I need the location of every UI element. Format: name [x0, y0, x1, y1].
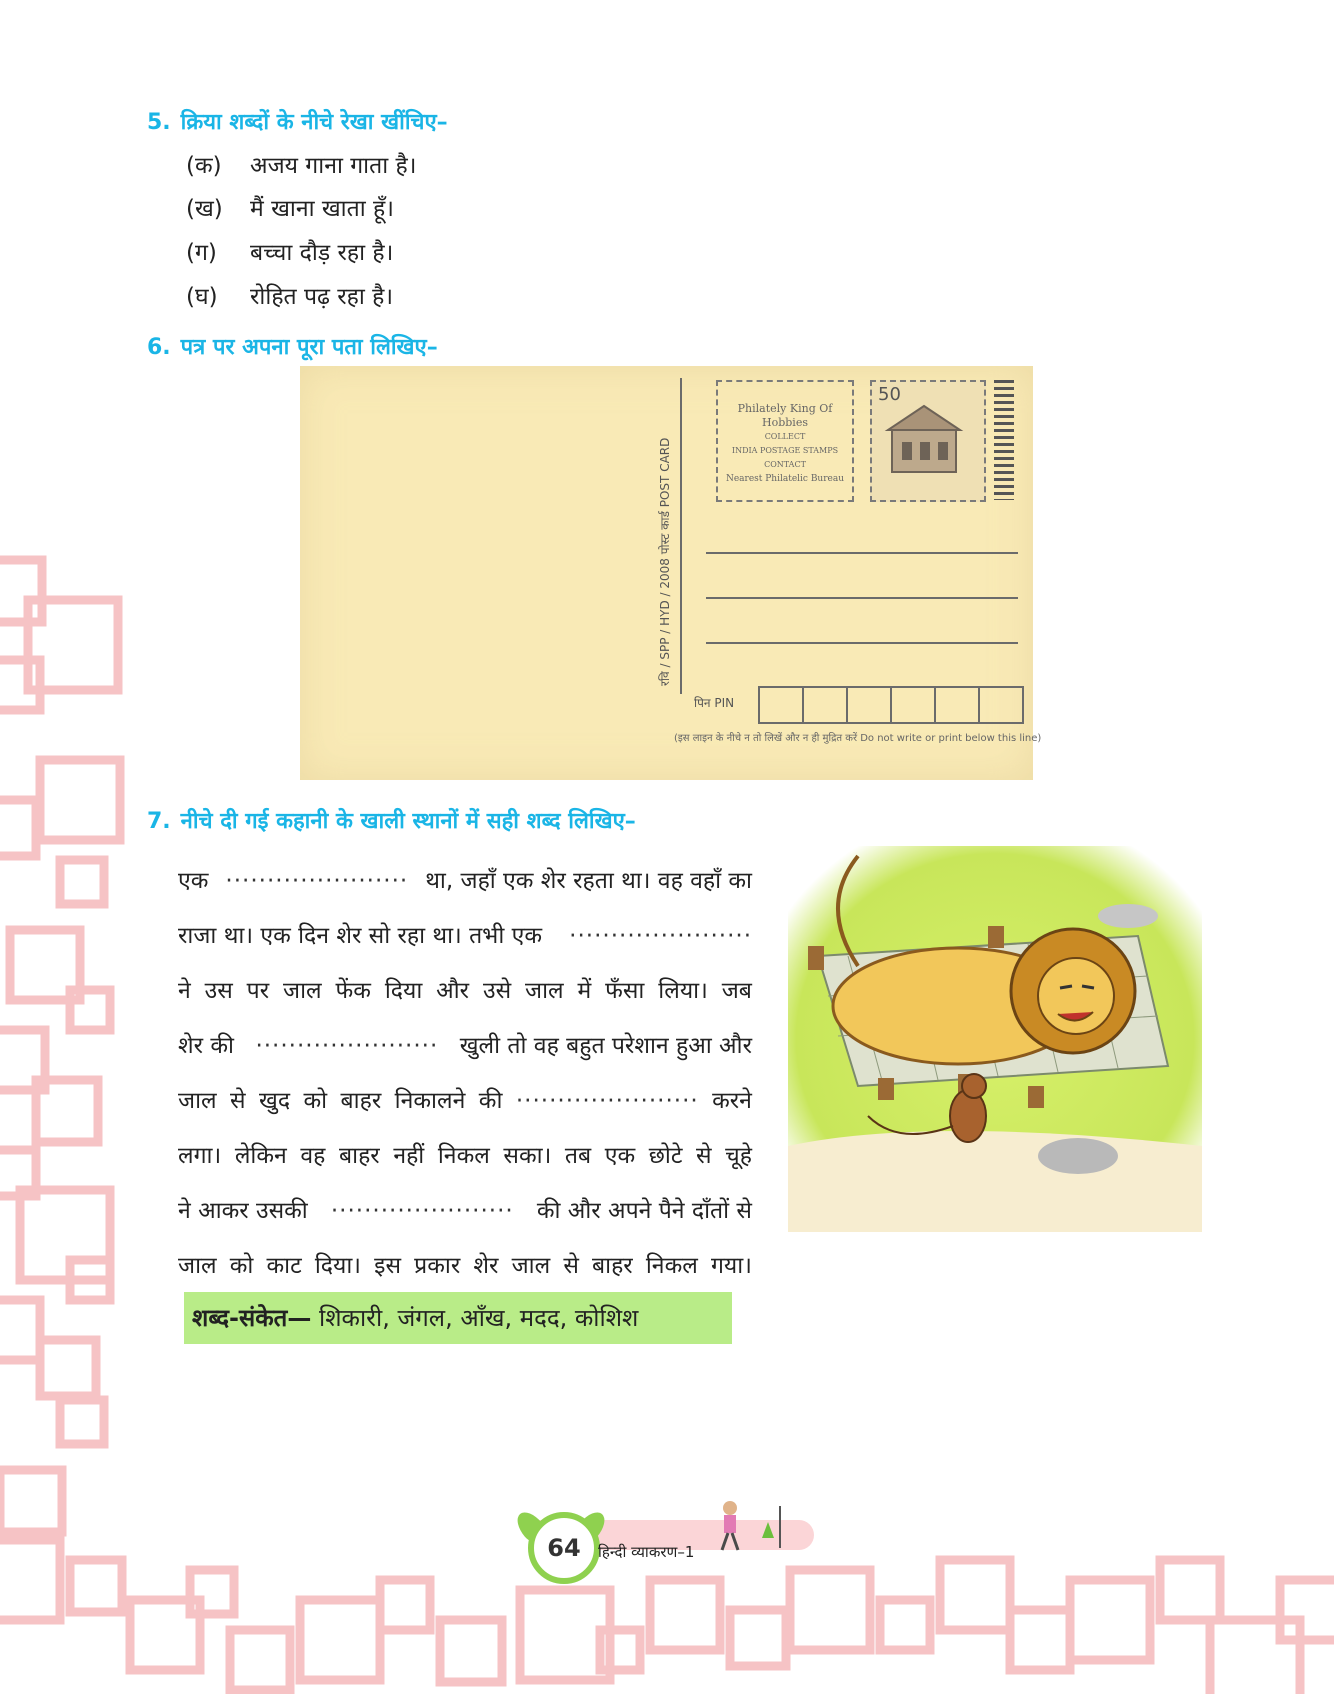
story-word: से [563, 1253, 579, 1279]
q5-item-label: (घ) [186, 284, 218, 310]
story-word: जाल [178, 1088, 217, 1114]
stamp-building-icon [872, 382, 980, 494]
fill-blank: ······················ [330, 1198, 514, 1224]
story-word: इस [374, 1253, 401, 1279]
story-word: गया। [710, 1253, 752, 1279]
story-word: लिया। [658, 978, 708, 1004]
story-word: को [303, 1088, 328, 1114]
word-hint-label: शब्द-संकेत— [192, 1304, 312, 1332]
address-line [706, 642, 1018, 644]
barcode [994, 380, 1014, 500]
q5-item [186, 191, 394, 223]
pin-box [846, 686, 892, 724]
word-hint-words: शिकारी, जंगल, आँख, मदद, कोशिश [319, 1304, 639, 1332]
story-word: और [436, 978, 470, 1004]
q5-item-label: (ख) [186, 196, 223, 222]
q5-item-text: रोहित पढ़ रहा है। [250, 284, 394, 310]
address-line [706, 552, 1018, 554]
fill-blank: ······················ [569, 923, 752, 949]
question-5-heading [147, 106, 448, 136]
question-5-number: 5. [147, 110, 171, 135]
address-line [706, 597, 1018, 599]
postcard-footer-text: (इस लाइन के नीचे न तो लिखें और न ही मुद्रित करें Do not write or print below this line) [674, 733, 1042, 744]
pin-box [978, 686, 1024, 724]
story-word: खुद [259, 1088, 291, 1114]
story-word: जाल [178, 1253, 217, 1279]
philately-logo [716, 380, 854, 502]
question-7-text: नीचे दी गई कहानी के खाली स्थानों में सही शब्द लिखिए– [180, 809, 636, 834]
story-word: काट [266, 1253, 302, 1279]
lion-mouse-illustration [788, 846, 1202, 1232]
story-word: छोटे [648, 1143, 683, 1169]
q5-item [186, 279, 393, 311]
story-word: प्रकार [414, 1253, 461, 1279]
story-line [178, 1078, 752, 1133]
q5-item-text: अजय गाना गाता है। [250, 153, 417, 179]
postage-stamp [870, 380, 986, 502]
story-word: बाहर [339, 1143, 380, 1169]
story-text: एक [178, 868, 209, 894]
story-word: को [229, 1253, 254, 1279]
postcard-divider [680, 378, 682, 694]
story-word: जाल [511, 1253, 551, 1279]
fill-blank: ······················ [225, 868, 409, 894]
story-word: में [577, 978, 592, 1004]
story-word: जब [721, 978, 752, 1004]
pin-box [890, 686, 936, 724]
story-word: दिया। [314, 1253, 362, 1279]
story-text: शेर की [178, 1033, 234, 1059]
logo-sub: COLLECT [764, 432, 806, 441]
question-7-heading [147, 805, 636, 835]
story-word: तब [564, 1143, 592, 1169]
walking-boy-icon [718, 1498, 788, 1558]
fill-blank: ······················ [255, 1033, 439, 1059]
q5-item [186, 148, 416, 180]
story-word: उस [204, 978, 233, 1004]
story-word: जाल [525, 978, 564, 1004]
story-text: ने आकर उसकी [178, 1198, 308, 1224]
question-6-number: 6. [147, 335, 171, 360]
story-word: दिया [384, 978, 423, 1004]
story-text: खुली तो वह बहुत परेशान हुआ और [459, 1033, 752, 1059]
story-line [178, 968, 752, 1023]
story-word: सका। [503, 1143, 552, 1169]
story-word: पर [246, 978, 270, 1004]
story-word: से [696, 1143, 712, 1169]
story-paragraph [178, 858, 752, 1298]
logo-sub: CONTACT [764, 460, 806, 469]
story-word: लेकिन [234, 1143, 287, 1169]
story-word: से [230, 1088, 246, 1114]
question-5-text: क्रिया शब्दों के नीचे रेखा खींचिए– [180, 110, 448, 135]
philately-logo-text [722, 402, 848, 486]
story-word: निकालने [394, 1088, 466, 1114]
logo-title: Philately King Of Hobbies [737, 402, 833, 429]
q5-item-label: (क) [186, 153, 222, 179]
story-line [178, 1133, 752, 1188]
story-line [178, 1243, 752, 1298]
story-word: बाहर [340, 1088, 382, 1114]
story-word: निकल [437, 1143, 490, 1169]
logo-sub: Nearest Philatelic Bureau [725, 474, 845, 484]
story-word: एक [604, 1143, 636, 1169]
pin-box [802, 686, 848, 724]
story-line [178, 1188, 752, 1243]
story-word: करने [712, 1088, 752, 1114]
pin-label: पिन PIN [694, 696, 735, 710]
story-word: लगा। [178, 1143, 222, 1169]
stamp-value: 50 [878, 384, 901, 405]
fill-blank: ······················ [515, 1088, 699, 1114]
q5-item-label: (ग) [186, 240, 217, 266]
story-word: फँसा [605, 978, 645, 1004]
book-title: हिन्दी व्याकरण–1 [598, 1543, 695, 1561]
story-word: बाहर [592, 1253, 633, 1279]
postcard-image [300, 366, 1042, 780]
story-word: की [478, 1088, 503, 1114]
story-line [178, 913, 752, 968]
story-word: उसे [482, 978, 512, 1004]
word-hint-box [184, 1292, 732, 1344]
story-word: ने [178, 978, 191, 1004]
pin-box [758, 686, 804, 724]
story-word: जाल [283, 978, 322, 1004]
story-text: था, जहाँ एक शेर रहता था। वह वहाँ का [425, 868, 752, 894]
postcard-side-text: रवि / SPP / HYD / 2008 पोस्ट कार्ड POST CARD [658, 437, 672, 686]
story-word: शेर [473, 1253, 499, 1279]
question-6-heading [147, 331, 438, 361]
story-word: वह [300, 1143, 326, 1169]
story-word: फेंक [335, 978, 371, 1004]
q5-item-text: बच्चा दौड़ रहा है। [250, 240, 394, 266]
question-7-number: 7. [147, 809, 171, 834]
story-text: राजा था। एक दिन शेर सो रहा था। तभी एक [178, 923, 542, 949]
story-line [178, 858, 752, 913]
pin-box [934, 686, 980, 724]
page-number: 64 [528, 1512, 600, 1584]
story-text: की और अपने पैने दाँतों से [536, 1198, 752, 1224]
question-6-text: पत्र पर अपना पूरा पता लिखिए– [180, 335, 438, 360]
q5-item [186, 235, 393, 267]
story-word: चूहे [725, 1143, 752, 1169]
story-word: निकल [645, 1253, 698, 1279]
story-word: नहीं [393, 1143, 425, 1169]
logo-sub: INDIA POSTAGE STAMPS [731, 446, 839, 455]
q5-item-text: मैं खाना खाता हूँ। [250, 196, 394, 222]
story-line [178, 1023, 752, 1078]
